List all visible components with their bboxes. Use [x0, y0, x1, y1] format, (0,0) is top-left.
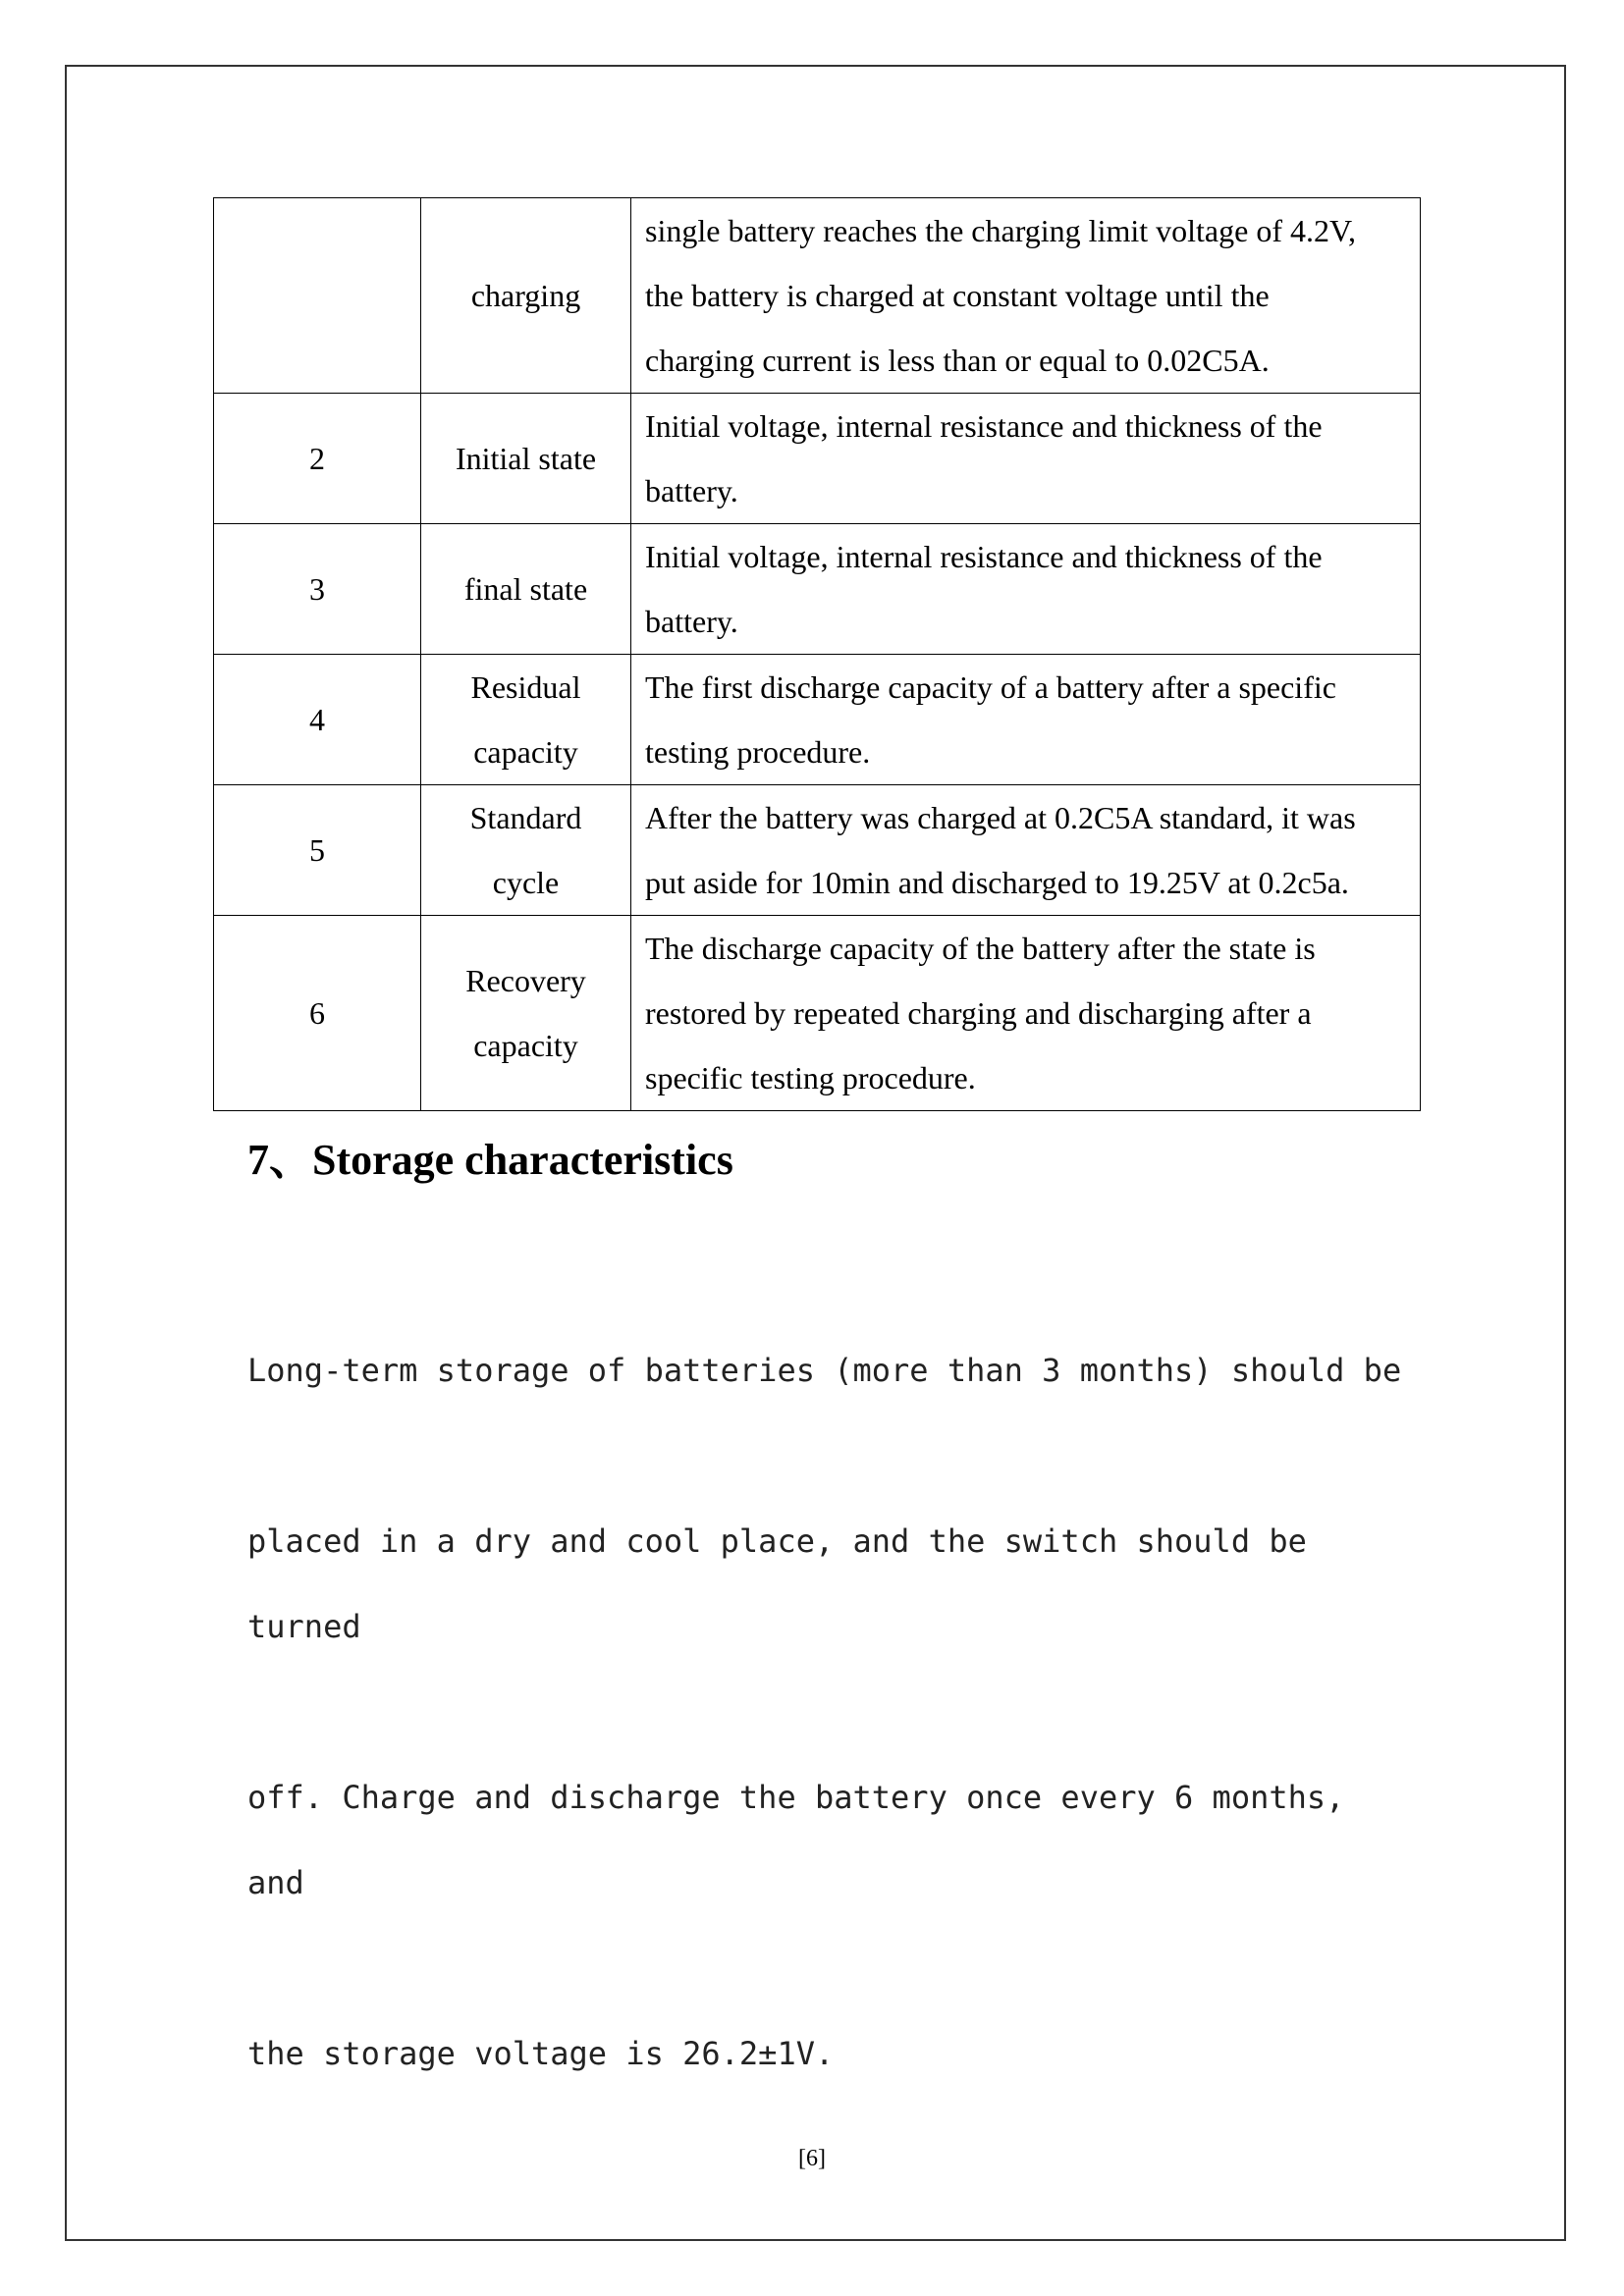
table-row: [214, 198, 1421, 394]
item-line: Initial state: [455, 441, 597, 476]
definitions-table: [213, 197, 1421, 1111]
table-row: [214, 524, 1421, 655]
row-number-cell: 3: [214, 524, 421, 655]
description-line: battery.: [645, 473, 738, 508]
description-line: the battery is charged at constant voltage until the: [645, 278, 1270, 313]
row-number-cell: 2: [214, 394, 421, 524]
description-cell: [631, 655, 1421, 785]
section-heading: 7、Storage characteristics: [247, 1136, 733, 1184]
storage-paragraph: [247, 1243, 1406, 2182]
item-cell: charging: [421, 198, 631, 394]
item-cell: [421, 524, 631, 655]
description-cell: [631, 524, 1421, 655]
description-cell: [631, 198, 1421, 394]
paragraph-line: Long-term storage of batteries (more than 3 months) should be: [247, 1352, 1402, 1389]
description-cell: [631, 785, 1421, 916]
description-line: After the battery was charged at 0.2C5A standard, it was: [645, 800, 1356, 835]
paragraph-line: off. Charge and discharge the battery once every 6 months, and: [247, 1779, 1345, 1901]
description-line: The discharge capacity of the battery after the state is: [645, 931, 1316, 966]
item-line: final state: [463, 571, 588, 607]
paragraph-line: placed in a dry and cool place, and the switch should be turned: [247, 1522, 1307, 1645]
item-cell: [421, 785, 631, 916]
description-line: restored by repeated charging and discharging after a: [645, 995, 1312, 1031]
item-line: cycle: [492, 865, 560, 900]
description-cell: [631, 394, 1421, 524]
description-line: charging current is less than or equal to 0.02C5A.: [645, 343, 1270, 378]
row-number-cell: 5: [214, 785, 421, 916]
item-line: capacity: [473, 734, 578, 770]
item-cell: [421, 655, 631, 785]
page-number: [6]: [798, 2146, 826, 2171]
item-line: capacity: [473, 1028, 578, 1063]
table-row: [214, 655, 1421, 785]
description-line: Initial voltage, internal resistance and thickness of the: [645, 539, 1323, 574]
item-cell: [421, 916, 631, 1111]
description-cell: [631, 916, 1421, 1111]
item-line: Standard: [469, 800, 582, 835]
row-number-cell: 4: [214, 655, 421, 785]
table-row: [214, 394, 1421, 524]
table-row: [214, 785, 1421, 916]
description-line: put aside for 10min and discharged to 19.25V at 0.2c5a.: [645, 865, 1349, 900]
item-line: Residual: [470, 669, 581, 705]
item-line: Recovery: [465, 963, 586, 998]
paragraph-line: the storage voltage is 26.2±1V.: [247, 2035, 835, 2072]
row-number-cell: [214, 198, 421, 394]
item-cell: [421, 394, 631, 524]
description-line: single battery reaches the charging limit voltage of 4.2V,: [645, 213, 1356, 248]
description-line: testing procedure.: [645, 734, 871, 770]
table-row: [214, 916, 1421, 1111]
description-line: The first discharge capacity of a battery after a specific: [645, 669, 1336, 705]
description-line: Initial voltage, internal resistance and thickness of the: [645, 408, 1323, 444]
row-number-cell: 6: [214, 916, 421, 1111]
description-line: specific testing procedure.: [645, 1060, 976, 1095]
description-line: battery.: [645, 604, 738, 639]
